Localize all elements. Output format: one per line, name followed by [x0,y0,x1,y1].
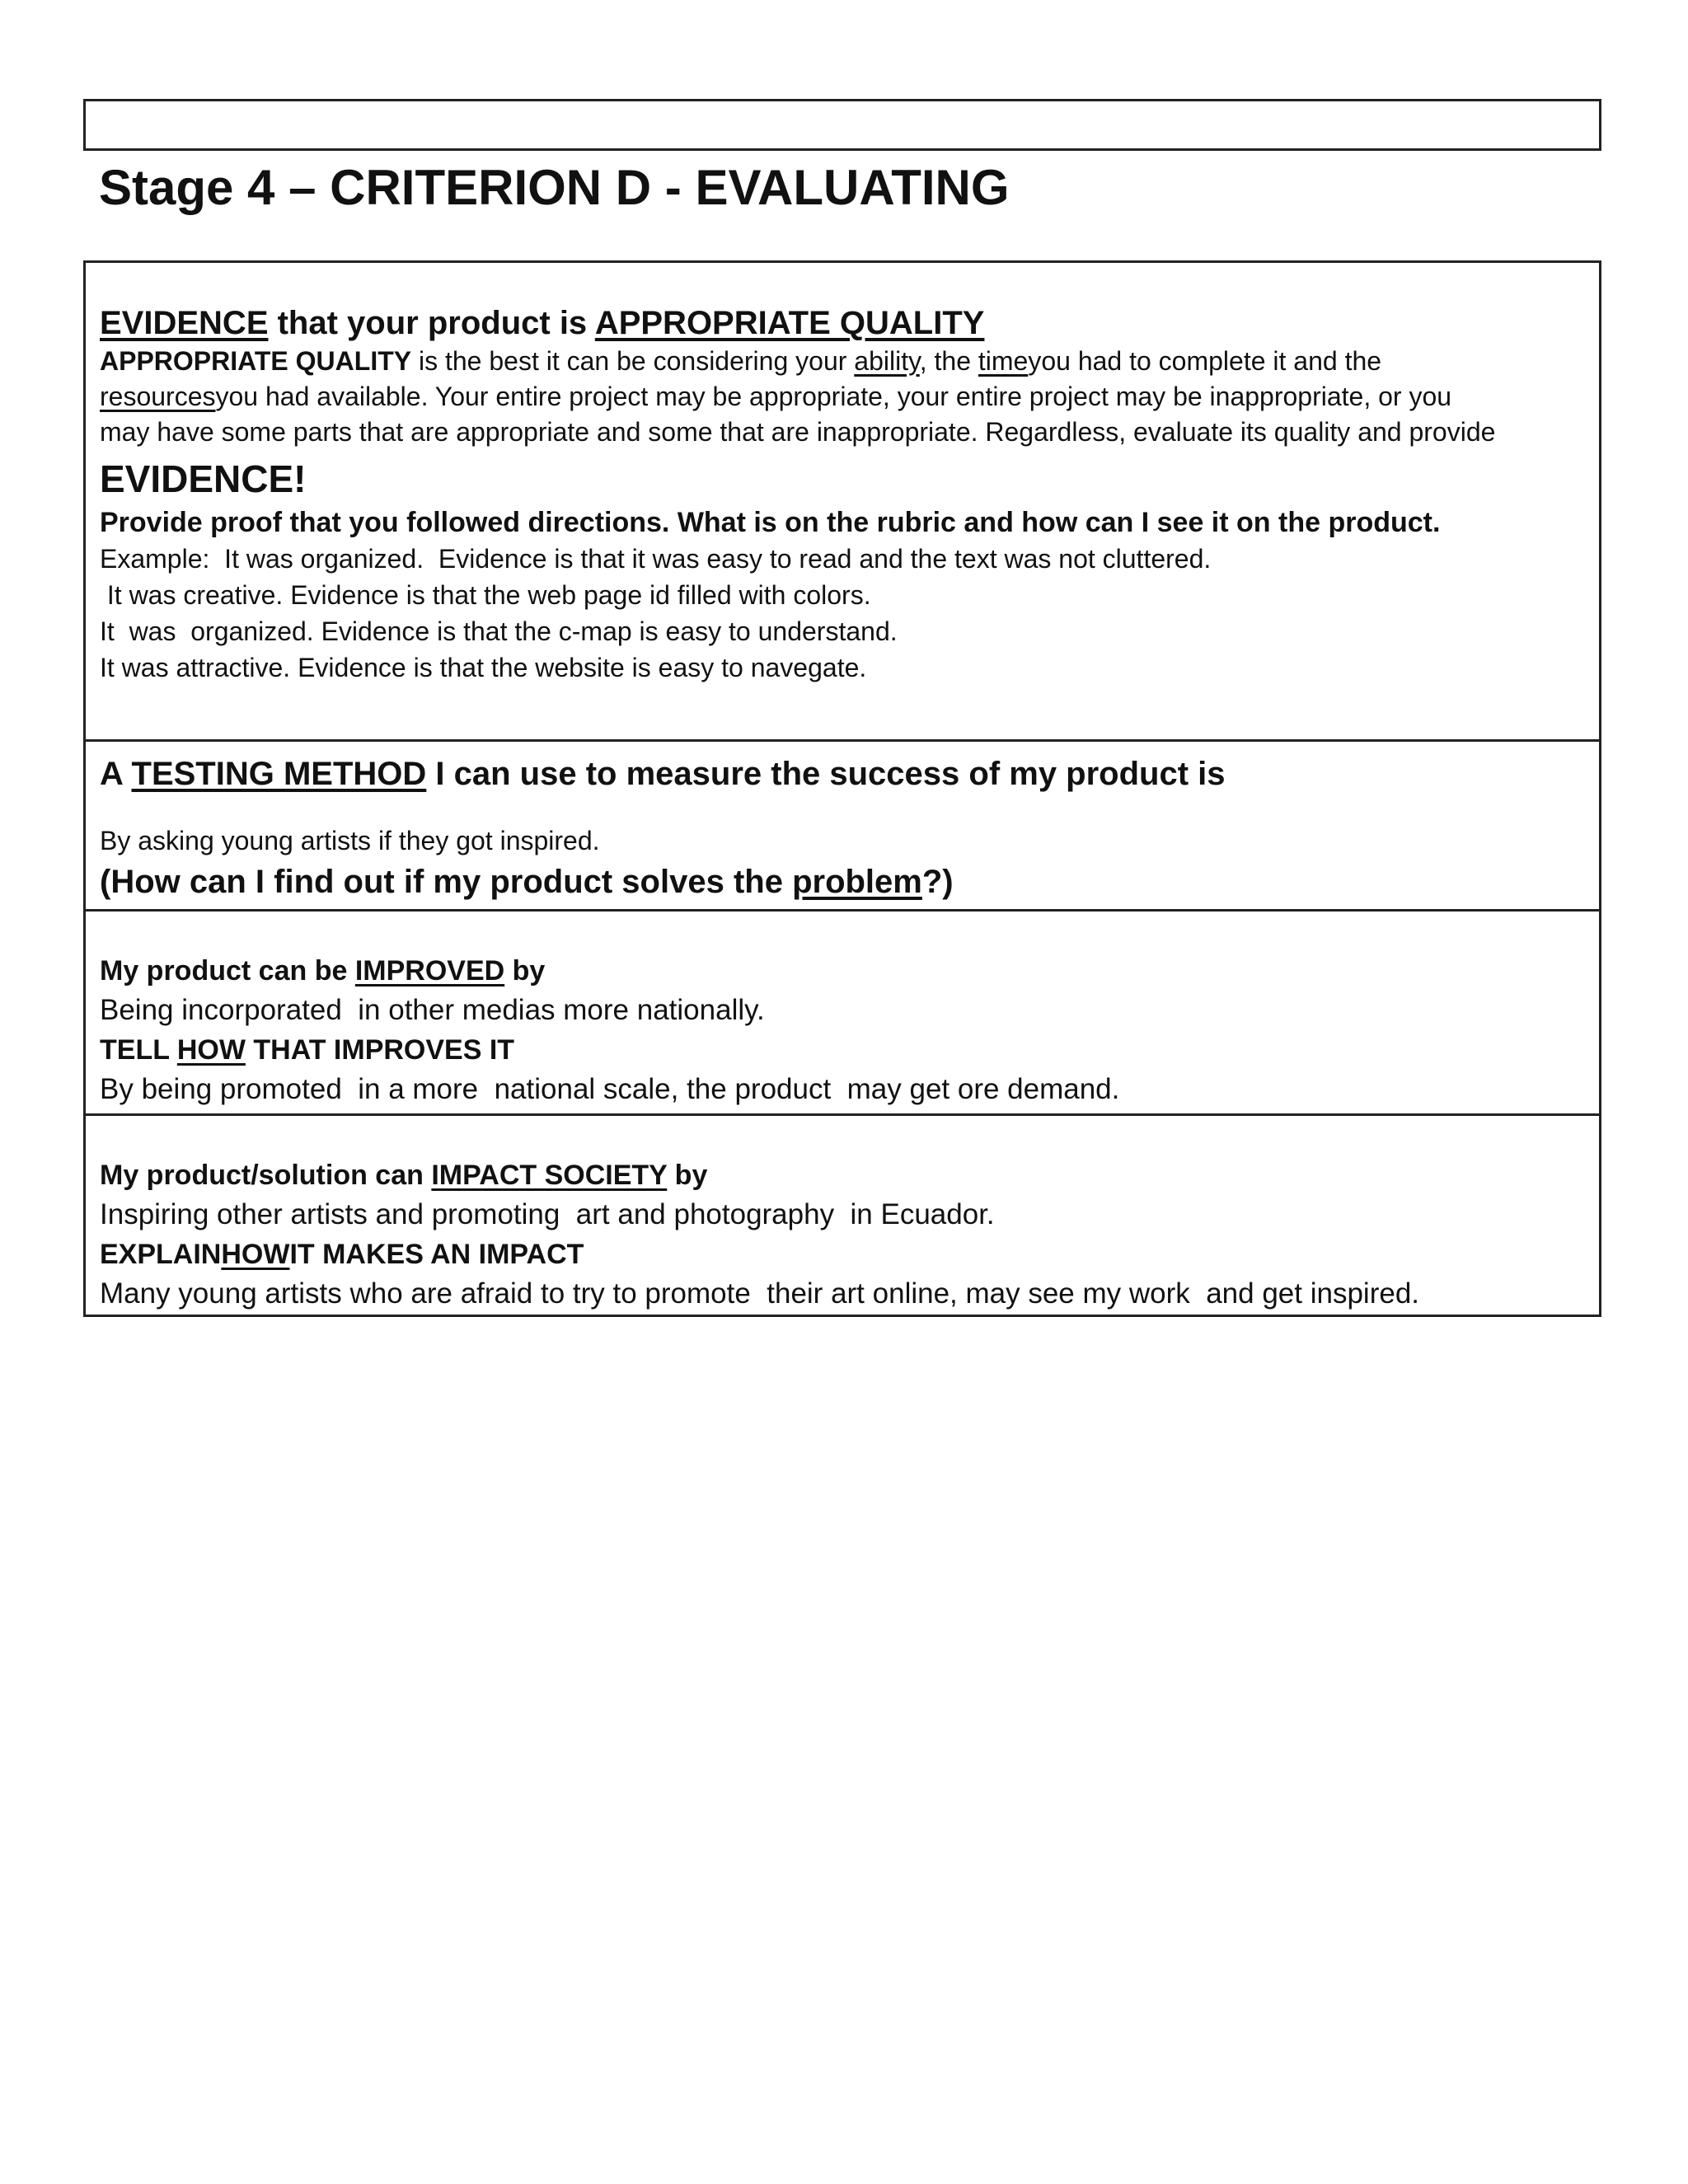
testing-heading-prefix: A [100,756,132,792]
problem-keyword: problem [792,864,922,900]
testing-method-heading [100,753,1585,794]
tell-how-answer: By being promoted in a more national scale, the product may get ore demand. [100,1073,1120,1105]
example-line: Example: It was organized. Evidence is that it was easy to read and the text was not cluttered. [100,544,1212,574]
impact-society-keyword: IMPACT SOCIETY [431,1160,668,1191]
impact-answer: Inspiring other artists and promoting art and photography in Ecuador. [100,1198,995,1230]
example-line: It was creative. Evidence is that the web page id filled with colors. [100,580,871,610]
explain-suffix: IT MAKES AN IMPACT [289,1239,584,1270]
testing-method-keyword: TESTING METHOD [131,756,427,792]
page-title: Stage 4 – CRITERION D - EVALUATING [99,160,1010,215]
quality-description-line-2 [100,379,1585,415]
evidence-heading-keyword: EVIDENCE [100,305,269,341]
testing-question-prefix: (How can I find out if my product solves the [100,864,793,900]
impact-label-suffix: by [667,1160,708,1191]
evidence-callout: EVIDENCE! [100,457,307,500]
example-line: It was organized. Evidence is that the c-map is easy to understand. [100,616,898,646]
improved-answer: Being incorporated in other medias more nationally. [100,994,765,1026]
ability-term: ability [854,346,920,376]
improved-keyword: IMPROVED [354,955,505,987]
improved-label-suffix: by [504,955,546,987]
testing-question-suffix: ?) [921,864,954,900]
quality-description-term: APPROPRIATE QUALITY [100,346,412,376]
explain-how-label [100,1235,1585,1274]
quality-description-line-1 [100,344,1585,379]
evidence-section [86,263,1599,739]
quality-description-line-3: may have some parts that are appropriate and some that are inappropriate. Regardless, evaluate its quality and provide [100,417,1496,447]
testing-method-question [100,860,1585,903]
how-keyword: HOW [176,1034,246,1066]
improved-label-prefix: My product can be [100,955,355,987]
testing-heading-suffix: I can use to measure the success of my product is [426,756,1226,792]
proof-instruction: Provide proof that you followed directions. What is on the rubric and how can I see it on the product. [100,507,1441,538]
explain-how-answer: Many young artists who are afraid to try to promote their art online, may see my work and get inspired. [100,1277,1420,1310]
testing-method-section [86,739,1599,909]
how-keyword: HOW [221,1239,290,1270]
explain-prefix: EXPLAIN [100,1239,222,1270]
improved-label [100,951,1585,991]
tell-how-label [100,1030,1585,1070]
improvement-section [86,909,1599,1113]
evidence-heading-middle: that your product is [268,305,595,341]
time-term: time [978,346,1029,376]
quality-description-text: you had to complete it and the [1028,346,1382,376]
evidence-heading [100,302,1585,344]
evaluation-table [83,260,1601,1317]
quality-description-text: you had available. Your entire project may be appropriate, your entire project may be inappropriate, or you [215,382,1452,411]
testing-method-answer: By asking young artists if they got inspired. [100,826,600,855]
impact-label-prefix: My product/solution can [100,1160,432,1191]
tell-how-suffix: THAT IMPROVES IT [245,1034,515,1066]
example-line: It was attractive. Evidence is that the website is easy to navegate. [100,653,867,682]
resources-term: resources [100,382,216,411]
impact-section [86,1113,1599,1315]
header-box [83,99,1601,151]
evidence-heading-quality: APPROPRIATE QUALITY [594,305,985,341]
impact-label [100,1155,1585,1195]
tell-how-prefix: TELL [100,1034,177,1066]
quality-description-text: , the [919,346,978,376]
quality-description-text: is the best it can be considering your [411,346,855,376]
